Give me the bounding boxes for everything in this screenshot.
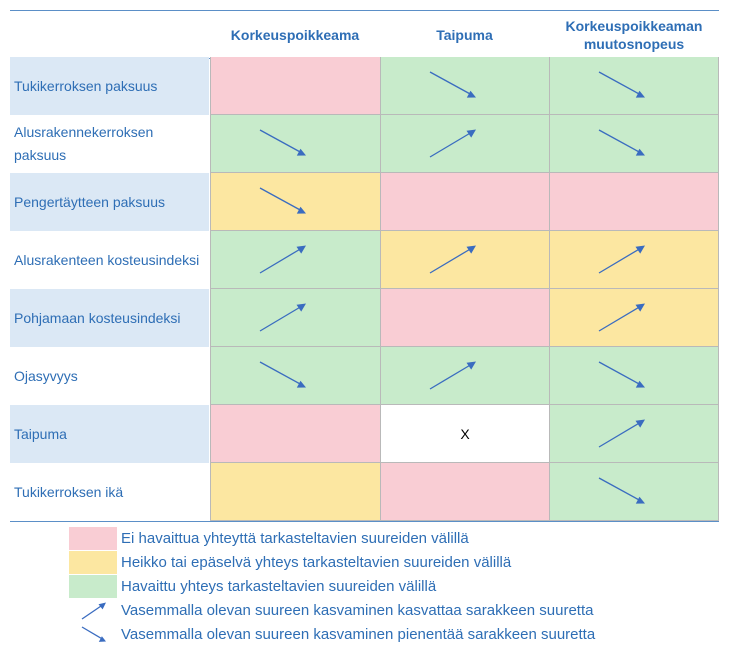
table-cell [549,463,719,521]
arrow-down-right-icon [597,128,649,158]
table-cell [210,463,380,521]
arrow-down-right-icon [258,186,310,216]
table-row [10,173,719,231]
legend-item-increasing [69,599,709,622]
table-cell [380,231,549,289]
table-row [10,231,719,289]
not-applicable-mark: X [460,425,470,442]
green-swatch [69,575,117,598]
arrow-up-right-icon [428,128,480,158]
arrow-down-right-icon [258,128,310,158]
legend-text-weak-relation: Heikko tai epäselvä yhteys tarkasteltavien suureiden välillä [121,554,512,571]
legend-item-weak-relation [69,551,709,574]
row-label: Pengertäytteen paksuus [10,173,209,231]
yellow-swatch [69,551,117,574]
table-cell [210,405,380,463]
row-label: Alusrakennekerroksen paksuus [10,115,209,173]
arrow-up-right-icon [428,244,480,274]
arrow-up-right-icon [428,360,480,390]
table-row [10,347,719,405]
row-label: Taipuma [10,405,209,463]
arrow-down-right-icon [258,360,310,390]
column-header-muutosnopeus: Korkeuspoikkeaman muutosnopeus [565,17,703,52]
table-bottom-border [10,521,719,522]
arrow-up-right-icon [258,244,310,274]
arrow-up-right-icon [597,244,649,274]
table-cell [380,57,549,115]
table-cell [549,289,719,347]
arrow-down-right-icon [597,70,649,100]
row-label: Pohjamaan kosteusindeksi [10,289,209,347]
row-label: Alusrakenteen kosteusindeksi [10,231,209,289]
table-cell [380,405,549,463]
table-cell [549,231,719,289]
arrow-down-right-icon [597,360,649,390]
table-cell [380,115,549,173]
table-cell [210,57,380,115]
table-header [10,10,719,59]
arrow-down-right-icon [81,625,107,644]
legend-item-no-relation [69,527,709,550]
column-header-taipuma: Taipuma [436,26,493,43]
arrow-down-right-icon [428,70,480,100]
table-cell [210,115,380,173]
arrow-down-right-icon [597,476,649,506]
legend-item-decreasing [69,623,709,646]
row-label: Ojasyvyys [10,347,209,405]
table-cell [549,405,719,463]
table-cell [210,231,380,289]
arrow-up-right-icon [597,418,649,448]
arrow-up-right-icon [81,601,107,620]
table-cell [549,57,719,115]
table-cell [380,463,549,521]
legend-item-relation [69,575,709,598]
table-row [10,463,719,521]
legend-text-decreasing: Vasemmalla olevan suureen kasvaminen pienentää sarakkeen suuretta [121,626,596,643]
legend-text-increasing: Vasemmalla olevan suureen kasvaminen kasvattaa sarakkeen suuretta [121,602,594,619]
column-header-korkeuspoikkeama: Korkeuspoikkeama [230,26,360,43]
table-row [10,405,719,463]
arrow-up-right-icon [597,302,649,332]
arrow-up-right-icon [258,302,310,332]
pink-swatch [69,527,117,550]
table-cell [549,347,719,405]
table-row [10,57,719,115]
table-cell [210,289,380,347]
table-cell [210,347,380,405]
table-cell [549,115,719,173]
table-cell [380,347,549,405]
table-cell [210,173,380,231]
table-cell [380,289,549,347]
table-cell [549,173,719,231]
legend-text-relation: Havaittu yhteys tarkasteltavien suureiden välillä [121,578,437,595]
row-label: Tukikerroksen paksuus [10,57,209,115]
table-row [10,289,719,347]
table-row [10,115,719,173]
row-label: Tukikerroksen ikä [10,463,209,521]
legend-text-no-relation: Ei havaittua yhteyttä tarkasteltavien suureiden välillä [121,530,469,547]
table-cell [380,173,549,231]
